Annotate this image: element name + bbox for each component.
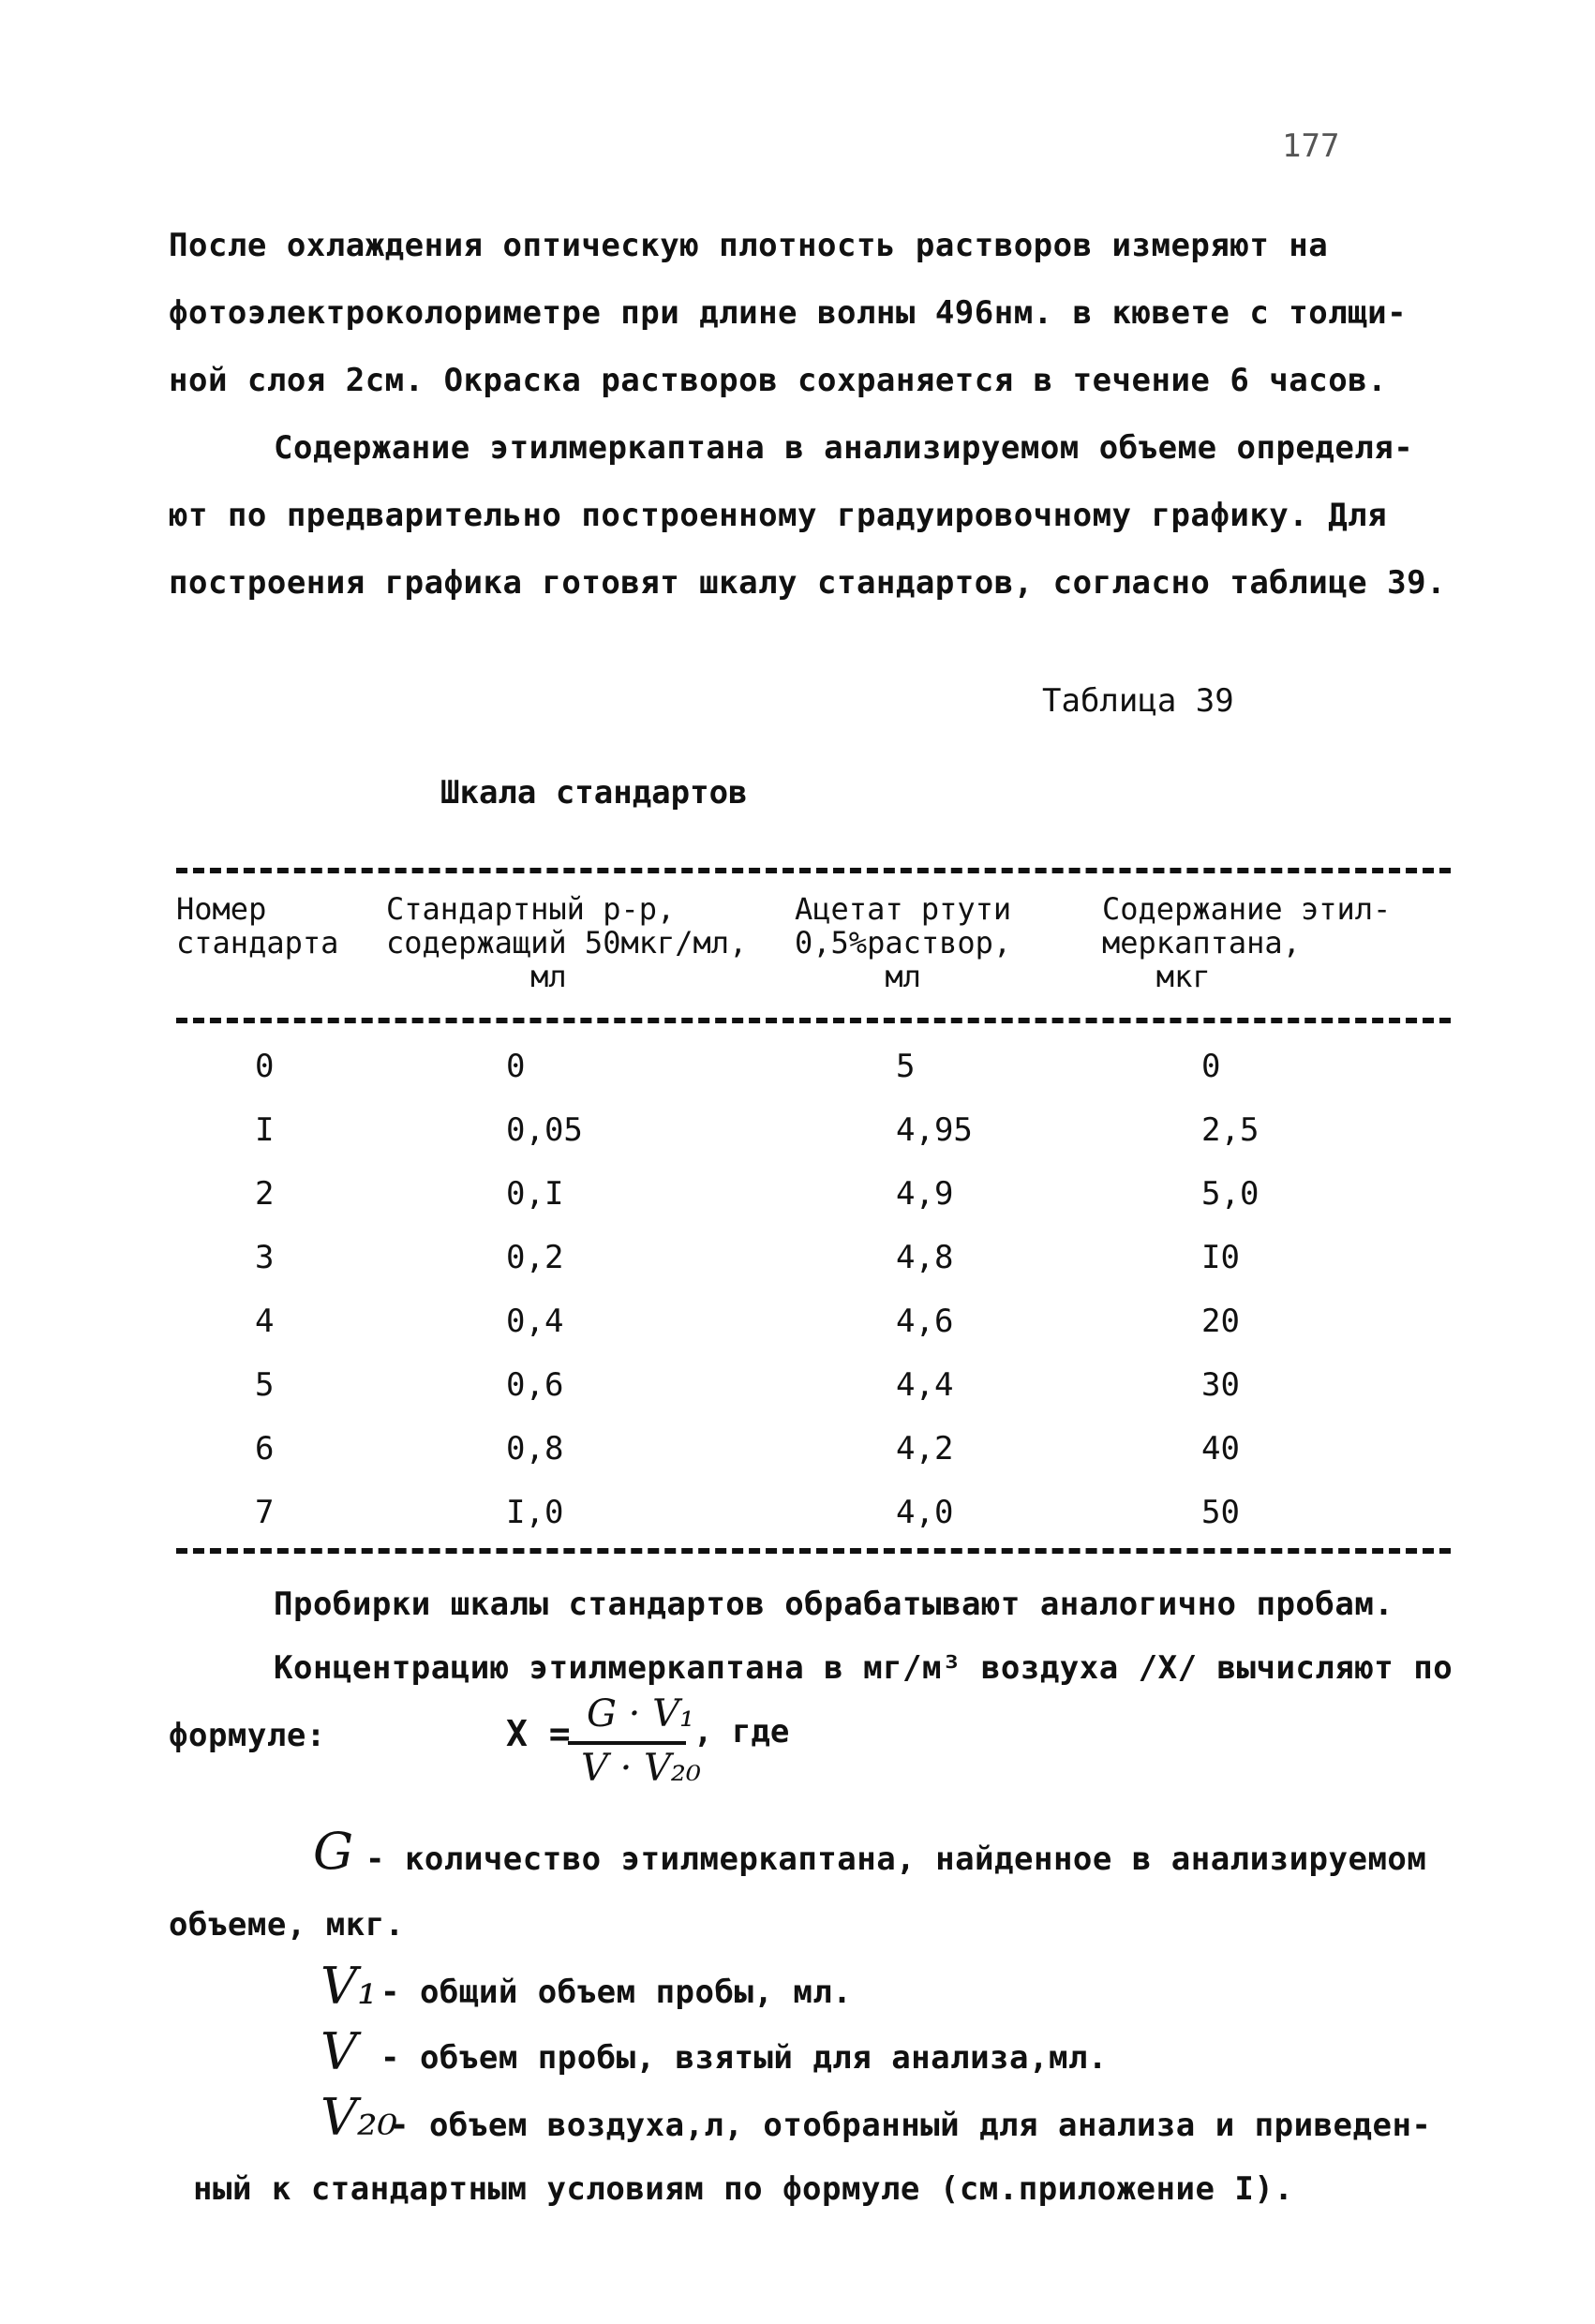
table-cell: 4,8	[896, 1239, 954, 1276]
definition-text: ный к стандартным условиям по формуле (см.приложение I).	[193, 2170, 1294, 2208]
table-cell: 3	[255, 1239, 275, 1276]
table-cell: 30	[1201, 1366, 1240, 1404]
formula-lhs: X =	[506, 1713, 571, 1754]
table-cell: 0,4	[506, 1303, 564, 1340]
formula-denominator: V · V₂₀	[581, 1747, 701, 1790]
table-cell: 5	[896, 1048, 916, 1085]
definition-symbol: G	[313, 1822, 354, 1881]
paragraph-line: Концентрацию этилмеркаптана в мг/м³ воздуха /X/ вычисляют по	[274, 1649, 1453, 1687]
table-cell: 4,2	[896, 1430, 954, 1467]
table-cell: 4,4	[896, 1366, 954, 1404]
table-caption: Таблица 39	[1042, 682, 1234, 720]
table-bottom-rule	[176, 1548, 1451, 1554]
table-cell: 4,9	[896, 1175, 954, 1213]
table-cell: 4,95	[896, 1111, 973, 1149]
table-cell: 0	[1201, 1048, 1221, 1085]
formula	[506, 1692, 900, 1795]
paragraph-line: ют по предварительно построенному градуировочному графику. Для	[169, 497, 1388, 534]
table-cell: 4,6	[896, 1303, 954, 1340]
definition-text: объеме, мкг.	[169, 1906, 405, 1944]
table-cell: 0,2	[506, 1239, 564, 1276]
table-cell: 0	[506, 1048, 526, 1085]
table-cell: 0	[255, 1048, 275, 1085]
table-header-cell: Номер стандарта	[176, 891, 339, 961]
table-cell: 6	[255, 1430, 275, 1467]
table-cell: 0,8	[506, 1430, 564, 1467]
table-cell: 50	[1201, 1494, 1240, 1531]
page-number: 177	[1282, 127, 1340, 165]
table-cell: I,0	[506, 1494, 564, 1531]
table-header-rule	[176, 1018, 1451, 1023]
table-cell: 4,0	[896, 1494, 954, 1531]
table-cell: 5	[255, 1366, 275, 1404]
table-cell: I	[255, 1111, 275, 1149]
table-cell: 0,6	[506, 1366, 564, 1404]
paragraph-line: формуле:	[169, 1717, 326, 1754]
definition-symbol: V₂₀	[320, 2088, 398, 2147]
paragraph-line: фотоэлектроколориметре при длине волны 496нм. в кювете с толщи-	[169, 294, 1408, 332]
table-cell: 4	[255, 1303, 275, 1340]
paragraph-line: ной слоя 2см. Окраска растворов сохраняется в течение 6 часов.	[169, 362, 1388, 399]
definition-text: - объем пробы, взятый для анализа,мл.	[380, 2039, 1108, 2077]
fraction-bar	[568, 1741, 686, 1745]
table-cell: 2,5	[1201, 1111, 1260, 1149]
paragraph-line: После охлаждения оптическую плотность растворов измеряют на	[169, 227, 1329, 264]
formula-tail: , где	[693, 1713, 790, 1750]
table-cell: 40	[1201, 1430, 1240, 1467]
table-cell: I0	[1201, 1239, 1240, 1276]
table-header-cell: Содержание этил- меркаптана, мкг	[1102, 891, 1392, 994]
definition-symbol: V₁	[320, 1957, 378, 2016]
table-cell: 5,0	[1201, 1175, 1260, 1213]
table-header-cell: Стандартный р-р, содержащий 50мкг/мл, мл	[386, 891, 748, 994]
paragraph-line: построения графика готовят шкалу стандартов, согласно таблице 39.	[169, 564, 1447, 602]
definition-text: - объем воздуха,л, отобранный для анализа и приведен-	[390, 2107, 1432, 2144]
definition-text: - количество этилмеркаптана, найденное в анализируемом	[365, 1840, 1427, 1878]
paragraph-line: Пробирки шкалы стандартов обрабатывают аналогично пробам.	[274, 1586, 1394, 1623]
table-cell: 7	[255, 1494, 275, 1531]
table-top-rule	[176, 868, 1451, 873]
paragraph-line: Содержание этилмеркаптана в анализируемом объеме определя-	[274, 429, 1414, 467]
table-cell: 0,I	[506, 1175, 564, 1213]
definition-text: - общий объем пробы, мл.	[380, 1974, 853, 2011]
table-cell: 0,05	[506, 1111, 583, 1149]
table-header-cell: Ацетат ртути 0,5%раствор, мл	[795, 891, 1012, 994]
definition-symbol: V	[320, 2022, 357, 2081]
formula-numerator: G · V₁	[587, 1692, 695, 1736]
table-title: Шкала стандартов	[440, 774, 748, 812]
table-cell: 20	[1201, 1303, 1240, 1340]
table-cell: 2	[255, 1175, 275, 1213]
